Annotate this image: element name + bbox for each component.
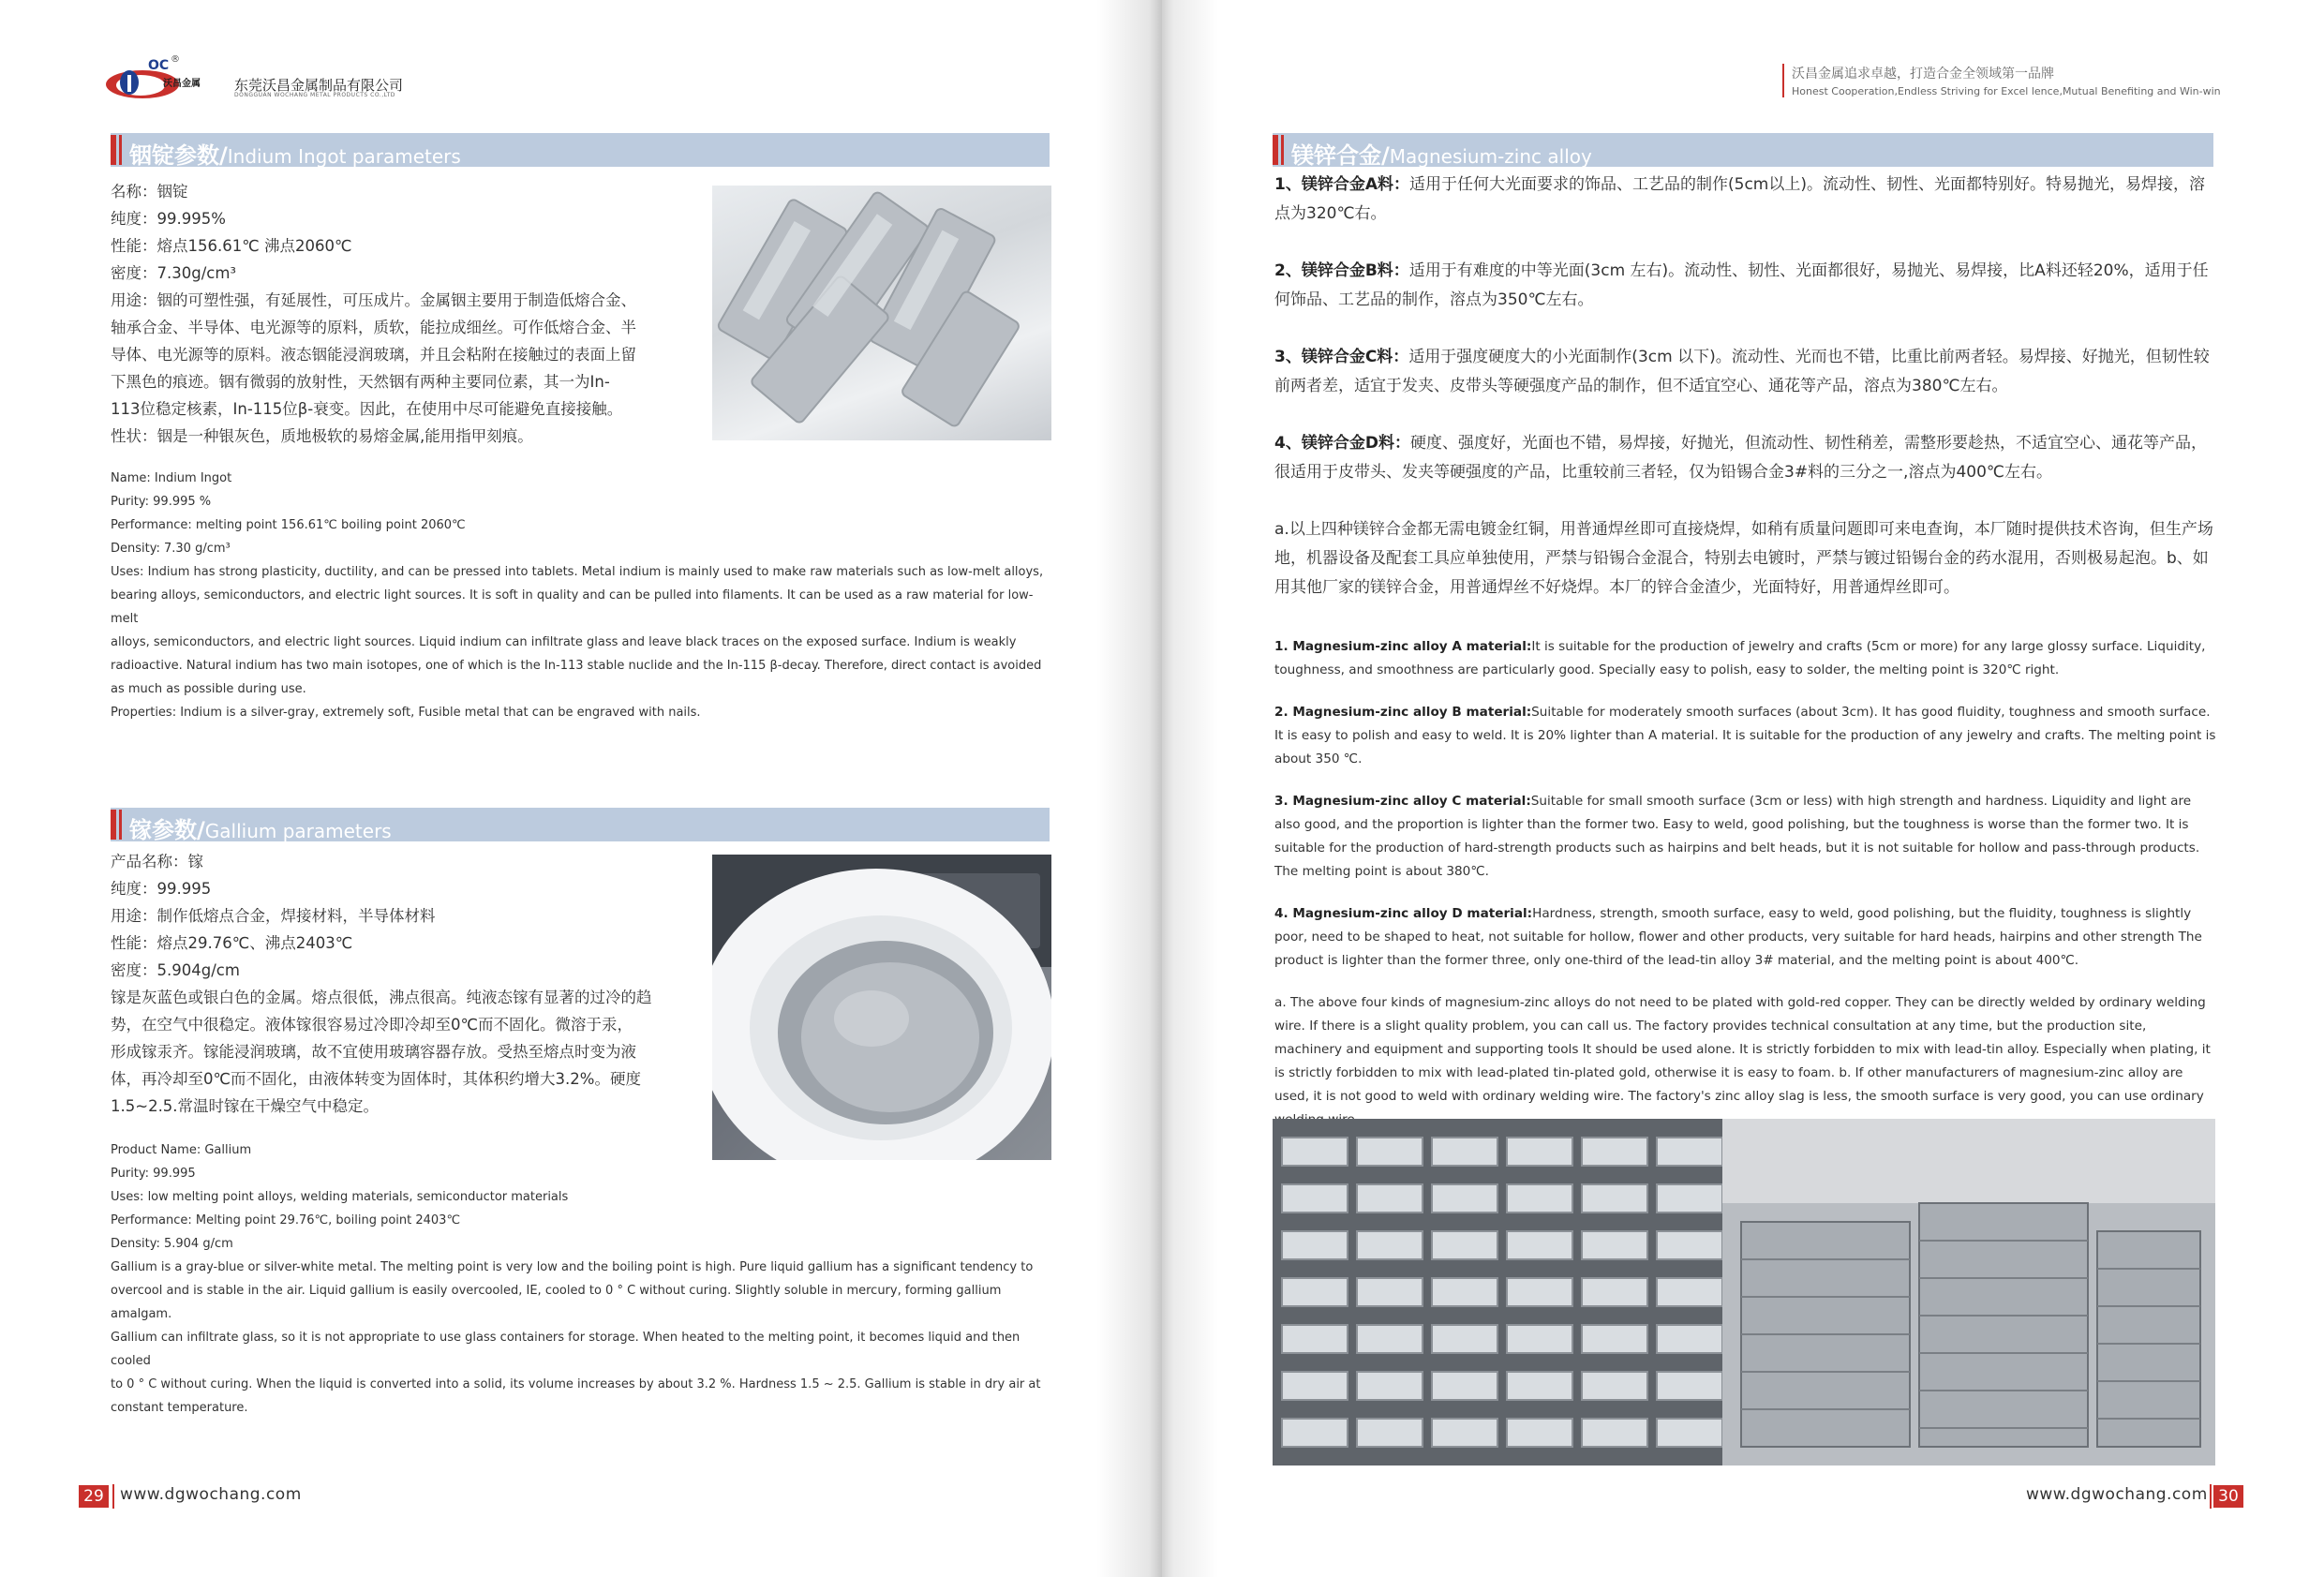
item-lead: 3、镁锌合金C料： xyxy=(1274,348,1409,366)
gallium-cup-photo xyxy=(712,855,1051,1160)
text-line: radioactive. Natural indium has two main isotopes, one of which is the In-113 stable nuclide and the In-115 β-decay. Therefore, direct contact is avoided xyxy=(111,659,1042,673)
footer-url-right[interactable]: www.dgwochang.com xyxy=(2026,1485,2208,1504)
ingot-rows-illustration xyxy=(1273,1119,1739,1465)
text-line: Gallium can infiltrate glass, so it is not appropriate to use glass containers for storage. When heated to the melting point, it becomes liquid and then cooled xyxy=(111,1331,1020,1368)
text-line: Density: 5.904 g/cm xyxy=(111,1237,233,1251)
mgzn-section-header xyxy=(1273,133,2213,167)
text-line: 纯度：99.995% xyxy=(111,210,226,228)
text-line: alloys, semiconductors, and electric light sources. Liquid indium can infiltrate glass and leave black traces on the exposed surface. Indium is weakly xyxy=(111,635,1017,649)
item-text: 适用于任何大光面要求的饰品、工艺品的制作(5cm以上)。流动性、韧性、光面都特别好。特易抛光，易焊接，溶点为320℃右。 xyxy=(1274,175,2205,223)
mgzn-item-cn xyxy=(1274,429,2216,487)
logo-registered: ® xyxy=(171,54,180,65)
text-line: 形成镓汞齐。镓能浸润玻璃，故不宜使用玻璃容器存放。受热至熔点时变为液 xyxy=(111,1043,636,1061)
text-line: Performance: Melting point 29.76℃, boiling point 2403℃ xyxy=(111,1213,461,1227)
section-title-en: Gallium parameters xyxy=(204,820,392,842)
section-title-en: Magnesium-zinc alloy xyxy=(1389,145,1592,168)
gallium-section-header xyxy=(111,808,1050,841)
text-line: Name: Indium Ingot xyxy=(111,471,232,485)
text-line: 下黑色的痕迹。铟有微弱的放射性，天然铟有两种主要同位素，其一为In- xyxy=(111,373,610,391)
section-title-en: Indium Ingot parameters xyxy=(227,145,461,168)
text-line: constant temperature. xyxy=(111,1401,248,1415)
item-text: Suitable for small smooth surface (3cm or less) with high strength and hardness. Liquidity and light are also good, and the proportion is lighter than the former two. Easy to weld, good polishing, but the toughness is worse than the former two. It is suitable for the production of hard-strength products such as hairpins and belt heads, but it is not suitable for hollow and pass-through products. The melting point is about 380℃. xyxy=(1274,794,2200,879)
logo-brand: 沃昌金属 xyxy=(163,79,201,89)
footer-divider xyxy=(2210,1484,2212,1509)
company-name-en: DONGGUAN WOCHANG METAL PRODUCTS CO.,LTD xyxy=(234,92,395,98)
item-lead: 4、镁锌合金D料： xyxy=(1274,434,1410,453)
text-line: 密度：7.30g/cm³ xyxy=(111,264,237,282)
text-line: Gallium is a gray-blue or silver-white metal. The melting point is very low and the boiling point is high. Pure liquid gallium has a significant tendency to xyxy=(111,1260,1034,1274)
section-title-cn: 镁锌合金/ xyxy=(1291,142,1390,169)
text-line: 体，再冷却至0℃而不固化，由液体转变为固体时，其体积约增大3.2%。硬度 xyxy=(111,1070,641,1088)
ingot-stacks-illustration xyxy=(1722,1119,2215,1465)
gallium-en-text xyxy=(111,1138,1057,1420)
text-line: Purity: 99.995 xyxy=(111,1167,196,1181)
text-line: 性能：熔点29.76℃、沸点2403℃ xyxy=(111,934,353,952)
indium-en-text xyxy=(111,467,1057,724)
item-text: 适用于强度硬度大的小光面制作(3cm 以下)。流动性、光而也不错，比重比前两者轻。易焊接、好抛光，但韧性较前两者差，适宜于发夹、皮带头等硬强度产品的制作，但不适宜空心、通花等产品，溶点为380℃左右。 xyxy=(1274,348,2210,395)
text-line: 用途：制作低熔点合金，焊接材料，半导体材料 xyxy=(111,907,436,925)
gallium-cup-illustration xyxy=(712,855,1051,1160)
mgzn-en-text xyxy=(1274,635,2216,1151)
mgzn-ingots-photo-left xyxy=(1273,1119,1739,1465)
text-line: Performance: melting point 156.61℃ boiling point 2060℃ xyxy=(111,518,466,532)
text-line: Properties: Indium is a silver-gray, extremely soft, Fusible metal that can be engraved with nails. xyxy=(111,706,701,720)
company-name: 东莞沃昌金属制品有限公司 xyxy=(234,77,404,94)
text-line: as much as possible during use. xyxy=(111,682,306,696)
right-page xyxy=(1162,0,2324,1577)
section-title xyxy=(129,811,392,844)
section-accent-bar xyxy=(119,810,122,840)
item-text: 硬度、强度好，光面也不错，易焊接，好抛光，但流动性、韧性稍差，需整形要趁热，不适宜空心、通花等产品，很适用于皮带头、发夹等硬强度的产品，比重较前三者轻，仅为铅锡合金3#料的三分之一,溶点为400℃左右。 xyxy=(1274,434,2207,482)
footer-divider xyxy=(112,1484,114,1509)
item-lead: 4. Magnesium-zinc alloy D material: xyxy=(1274,906,1533,921)
text-line: 导体、电光源等的原料。液态铟能浸润玻璃，并且会粘附在接触过的表面上留 xyxy=(111,346,636,364)
mgzn-item-en xyxy=(1274,790,2216,884)
footer-url-left[interactable]: www.dgwochang.com xyxy=(120,1485,302,1504)
item-lead: 1、镁锌合金A料： xyxy=(1274,175,1409,194)
mgzn-note-en: a. The above four kinds of magnesium-zinc alloys do not need to be plated with gold-red copper. They can be directly welded by ordinary welding wire. If there is a slight quality problem, you can call us. The factory provides technical consultation at any time, but the production site, machinery and equipment and supporting tools It should be used alone. It is strictly forbidden to mix with lead-tin alloy. Especially when plating, it is strictly forbidden to mix with lead-plated tin-plated gold, otherwise it is easy to foam. b. If other manufacturers of magnesium-zinc alloy are used, it is not good to weld with ordinary welding wire. The factory's zinc alloy slag is less, the smooth surface is very good, you can use ordinary xyxy=(1274,995,2211,1104)
indium-cn-text xyxy=(111,178,701,450)
section-title-cn: 铟锭参数/ xyxy=(129,142,228,169)
indium-ingot-photo xyxy=(712,186,1051,440)
text-line: 113位稳定核素，In-115位β-衰变。因此，在使用中尽可能避免直接接触。 xyxy=(111,400,623,418)
mgzn-ingots-photo-right xyxy=(1722,1119,2215,1465)
item-text: Suitable for moderately smooth surfaces (about 3cm). It has good fluidity, toughness and smooth surface. It is easy to polish and easy to weld. It is 20% lighter than A material. It is suitable for the production of any jewelry and crafts. The melting point is about 350 ℃. xyxy=(1274,705,2216,766)
mgzn-note-cn: a.以上四种镁锌合金都无需电镀金红铜，用普通焊丝即可直接烧焊，如稍有质量问题即可来电查询，本厂随时提供技术咨询，但生产场地，机器设备及配套工具应单独使用，严禁与铅锡合金混合，特别去电镀时，严禁与镀过铅锡台金的药水混用，否则极易起泡。b、如用其他厂家的镁锌合金，用普通焊丝不好烧焊。本厂的锌合金渣少，光面特好，用普通焊丝即可。 xyxy=(1274,520,2213,597)
section-accent-bar xyxy=(111,135,116,165)
section-accent-bar xyxy=(1281,135,1284,165)
mgzn-cn-text xyxy=(1274,171,2216,631)
page-number-right: 30 xyxy=(2213,1485,2243,1508)
mgzn-item-en xyxy=(1274,635,2216,682)
text-line: 名称：铟锭 xyxy=(111,183,188,201)
mgzn-item-en xyxy=(1274,902,2216,973)
slogan xyxy=(1782,64,2221,97)
text-line: 势，在空气中很稳定。液体镓很容易过冷即冷却至0℃而不固化。微溶于汞， xyxy=(111,1016,633,1034)
item-lead: 2、镁锌合金B料： xyxy=(1274,261,1409,280)
item-text: It is suitable for the production of jewelry and crafts (5cm or more) for any large glossy surface. Liquidity, toughness, and smoothness are particularly good. Specially easy to polish, easy to solder, the melting point is 320℃ right. xyxy=(1274,639,2206,677)
mgzn-item-cn xyxy=(1274,257,2216,315)
text-line: Uses: low melting point alloys, welding materials, semiconductor materials xyxy=(111,1190,569,1204)
text-line: Product Name: Gallium xyxy=(111,1143,252,1157)
text-line: Density: 7.30 g/cm³ xyxy=(111,542,231,556)
item-text: Hardness, strength, smooth surface, easy to weld, good polishing, but the fluidity, toughness is slightly poor, need to be shaped to heat, not suitable for hollow, flower and other products, very suitable for hard heads, hairpins and other strength The product is lighter than the former three, only one-third of the lead-tin alloy 3# material, and the melting point is about 400℃. xyxy=(1274,906,2202,968)
gutter-shadow xyxy=(1162,0,1218,1577)
slogan-cn: 沃昌金属追求卓越，打造合金全领域第一品牌 xyxy=(1792,67,2054,82)
mgzn-item-en xyxy=(1274,701,2216,771)
item-lead: 1. Magnesium-zinc alloy A material: xyxy=(1274,639,1532,654)
section-title-cn: 镓参数/ xyxy=(129,817,205,843)
gallium-cn-text xyxy=(111,848,701,1120)
text-line: 纯度：99.995 xyxy=(111,880,212,898)
logo-text: OC xyxy=(148,58,170,73)
section-accent-bar xyxy=(1273,135,1278,165)
text-line: Purity: 99.995 % xyxy=(111,495,212,509)
text-line: to 0 ° C without curing. When the liquid is converted into a solid, its volume increases by about 3.2 %. Hardness 1.5 ~ 2.5. Gallium is stable in dry air at xyxy=(111,1377,1041,1391)
indium-ingots-illustration xyxy=(712,186,1051,440)
text-line: 性能：熔点156.61℃ 沸点2060℃ xyxy=(111,237,352,255)
gutter-shadow xyxy=(1096,0,1162,1577)
mgzn-item-cn xyxy=(1274,343,2216,401)
item-text: 适用于有难度的中等光面(3cm 左右)。流动性、韧性、光面都很好，易抛光、易焊接，比A料还轻20%，适用于任何饰品、工艺品的制作，溶点为350℃左右。 xyxy=(1274,261,2209,309)
item-lead: 3. Magnesium-zinc alloy C material: xyxy=(1274,794,1531,809)
text-line: 用途：铟的可塑性强，有延展性，可压成片。金属铟主要用于制造低熔合金、 xyxy=(111,291,636,309)
indium-section-header xyxy=(111,133,1050,167)
text-line: 密度：5.904g/cm xyxy=(111,961,240,979)
text-line: bearing alloys, semiconductors, and electric light sources. It is soft in quality and can be pulled into filaments. It can be used as a raw material for low-melt xyxy=(111,588,1034,626)
item-lead: 2. Magnesium-zinc alloy B material: xyxy=(1274,705,1532,720)
mgzn-item-cn xyxy=(1274,171,2216,229)
text-line: 性状：铟是一种银灰色，质地极软的易熔金属,能用指甲刻痕。 xyxy=(111,427,533,445)
text-line: 1.5~2.5.常温时镓在干燥空气中稳定。 xyxy=(111,1097,380,1115)
text-line: overcool and is stable in the air. Liquid gallium is easily overcooled, IE, cooled to 0 ° C without curing. Slightly soluble in mercury, forming gallium amalgam. xyxy=(111,1284,1002,1321)
text-line: Uses: Indium has strong plasticity, ductility, and can be pressed into tablets. Metal indium is mainly used to make raw materials such as low-melt alloys, xyxy=(111,565,1044,579)
slogan-en: Honest Cooperation,Endless Striving for Excel lence,Mutual Benefiting and Win-win xyxy=(1792,85,2221,97)
section-title xyxy=(1291,137,1592,170)
text-line: 镓是灰蓝色或银白色的金属。熔点很低，沸点很高。纯液态镓有显著的过冷的趋 xyxy=(111,989,652,1006)
text-line: 产品名称：镓 xyxy=(111,853,203,870)
text-line: 轴承合金、半导体、电光源等的原料，质软，能拉成细丝。可作低熔合金、半 xyxy=(111,319,636,336)
section-accent-bar xyxy=(119,135,122,165)
company-logo xyxy=(105,54,480,105)
page-number-left: 29 xyxy=(79,1485,109,1508)
section-accent-bar xyxy=(111,810,116,840)
section-title xyxy=(129,137,461,170)
